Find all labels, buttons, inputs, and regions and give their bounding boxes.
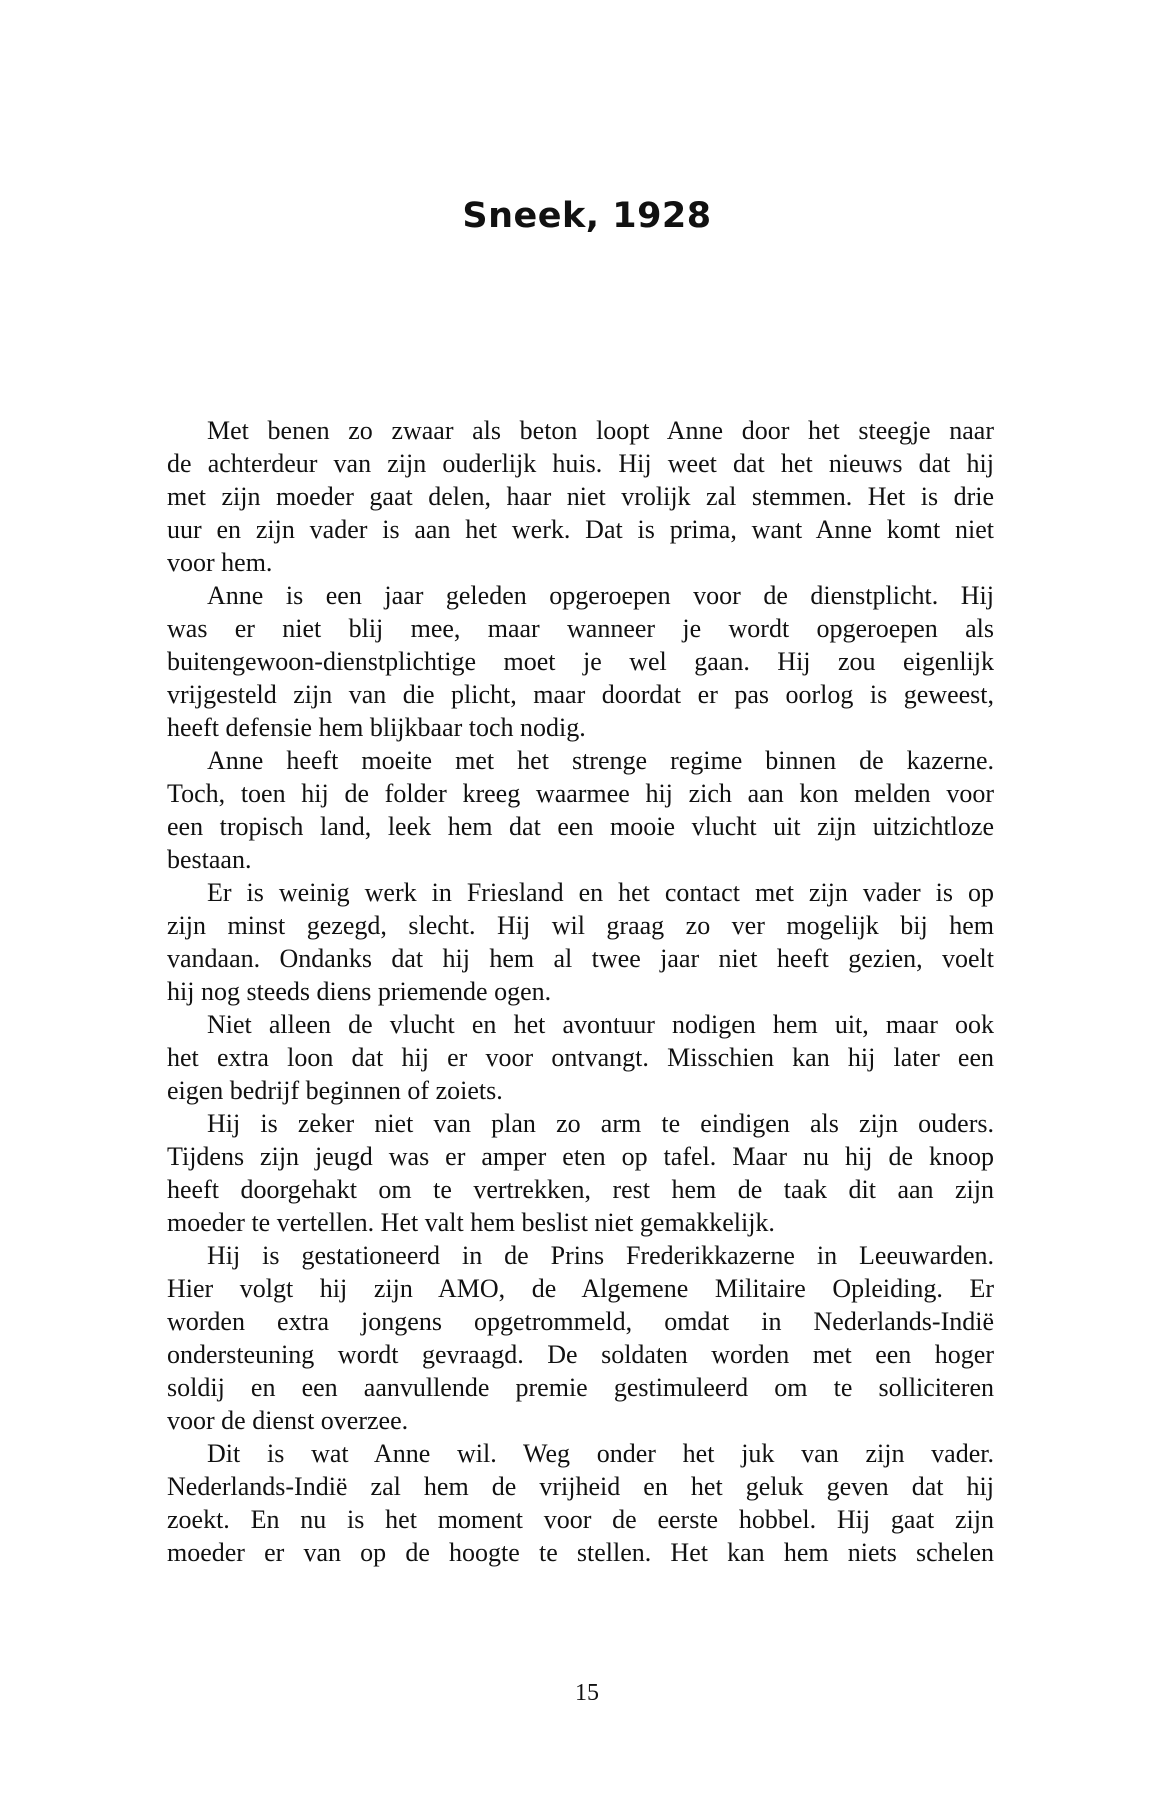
text-line: Anne is een jaar geleden opgeroepen voor de dienstplicht. Hij xyxy=(207,581,994,610)
text-line: Anne heeft moeite met het strenge regime binnen de kazerne. xyxy=(207,746,994,775)
text-line: Dit is wat Anne wil. Weg onder het juk van zijn vader. xyxy=(207,1439,994,1468)
text-line: worden extra jongens opgetrommeld, omdat in Nederlands-Indië xyxy=(167,1307,994,1336)
text-line: was er niet blij mee, maar wanneer je wordt opgeroepen als xyxy=(167,614,994,643)
chapter-title: Sneek, 1928 xyxy=(462,196,712,236)
text-line: een tropisch land, leek hem dat een mooie vlucht uit zijn uitzichtloze xyxy=(167,812,994,841)
paragraph xyxy=(167,744,994,876)
paragraph xyxy=(167,1239,994,1437)
text-line: Nederlands-Indië zal hem de vrijheid en het geluk geven dat hij xyxy=(167,1472,994,1501)
text-line: zoekt. En nu is het moment voor de eerste hobbel. Hij gaat zijn xyxy=(167,1505,994,1534)
text-line: uur en zijn vader is aan het werk. Dat is prima, want Anne komt niet xyxy=(167,515,994,544)
text-line: ondersteuning wordt gevraagd. De soldaten worden met een hoger xyxy=(167,1340,994,1369)
text-line: Hij is zeker niet van plan zo arm te eindigen als zijn ouders. xyxy=(207,1109,994,1138)
text-line: bestaan. xyxy=(167,845,252,874)
text-line: voor hem. xyxy=(167,548,273,577)
text-line: Met benen zo zwaar als beton loopt Anne door het steegje naar xyxy=(207,416,994,445)
text-line: voor de dienst overzee. xyxy=(167,1406,409,1435)
text-line: moeder te vertellen. Het valt hem beslist niet gemakkelijk. xyxy=(167,1208,775,1237)
text-line: Toch, toen hij de folder kreeg waarmee hij zich aan kon melden voor xyxy=(167,779,994,808)
paragraph xyxy=(167,414,994,579)
paragraph xyxy=(167,1008,994,1107)
text-line: Hij is gestationeerd in de Prins Frederikkazerne in Leeuwarden. xyxy=(207,1241,994,1270)
text-line: vandaan. Ondanks dat hij hem al twee jaar niet heeft gezien, voelt xyxy=(167,944,994,973)
text-line: hij nog steeds diens priemende ogen. xyxy=(167,977,552,1006)
text-line: soldij en een aanvullende premie gestimuleerd om te solliciteren xyxy=(167,1373,994,1402)
paragraph xyxy=(167,1437,994,1569)
text-line: eigen bedrijf beginnen of zoiets. xyxy=(167,1076,503,1105)
text-line: moeder er van op de hoogte te stellen. Het kan hem niets schelen xyxy=(167,1538,994,1567)
text-line: het extra loon dat hij er voor ontvangt. Misschien kan hij later een xyxy=(167,1043,994,1072)
text-line: buitengewoon-dienstplichtige moet je wel gaan. Hij zou eigenlijk xyxy=(167,647,994,676)
text-line: heeft defensie hem blijkbaar toch nodig. xyxy=(167,713,586,742)
text-line: de achterdeur van zijn ouderlijk huis. Hij weet dat het nieuws dat hij xyxy=(167,449,994,478)
paragraph xyxy=(167,876,994,1008)
text-line: met zijn moeder gaat delen, haar niet vrolijk zal stemmen. Het is drie xyxy=(167,482,994,511)
text-line: Niet alleen de vlucht en het avontuur nodigen hem uit, maar ook xyxy=(207,1010,994,1039)
page-number: 15 xyxy=(575,1680,599,1706)
chapter-body xyxy=(167,414,994,1569)
text-line: heeft doorgehakt om te vertrekken, rest hem de taak dit aan zijn xyxy=(167,1175,994,1204)
text-line: Hier volgt hij zijn AMO, de Algemene Militaire Opleiding. Er xyxy=(167,1274,994,1303)
paragraph xyxy=(167,1107,994,1239)
text-line: Er is weinig werk in Friesland en het contact met zijn vader is op xyxy=(207,878,994,907)
text-line: Tijdens zijn jeugd was er amper eten op tafel. Maar nu hij de knoop xyxy=(167,1142,994,1171)
paragraph xyxy=(167,579,994,744)
text-line: vrijgesteld zijn van die plicht, maar doordat er pas oorlog is geweest, xyxy=(167,680,994,709)
text-line: zijn minst gezegd, slecht. Hij wil graag zo ver mogelijk bij hem xyxy=(167,911,994,940)
